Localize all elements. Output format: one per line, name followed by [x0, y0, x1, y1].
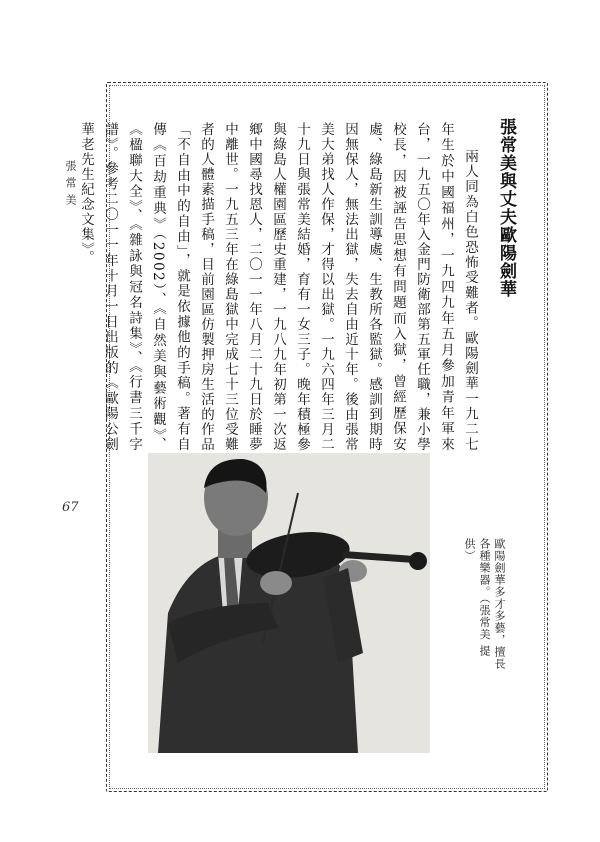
photo-caption: 歐陽劍華多才多藝，擅長各種樂器。（張常美 提供）: [463, 538, 506, 670]
page-number: 67: [62, 500, 79, 515]
article-body: [78, 122, 482, 452]
article-title: 張常美與丈夫歐陽劍華: [496, 118, 516, 298]
violinist-photo: [148, 453, 430, 753]
running-head-author: 張常美: [64, 160, 77, 211]
violinist-illustration: [148, 453, 430, 753]
article-paragraph: 兩人同為白色恐怖受難者。歐陽劍華一九二七年生於中國福州，一九四九年五月參加青年軍來台，一九五〇年入金門防衛部第五軍任職，兼小學校長，因被誣告思想有問題而入獄，曾經歷保安處、綠島新生訓導處、生教所各監獄。感訓到期時因無保人，無法出獄，失去自由近十年。後由張常美大弟找人作保，才得以出獄。一九六四年三月二十九日與張常美結婚，育有一女三子。晚年積極參與綠島人權園區歷史重建，一九八九年初第一次返鄉中國尋找恩人，二〇一一年八月二十九日於睡夢中離世。一九五三年在綠島獄中完成七十三位受難者的人體素描手稿，目前園區仿製押房生活的作品「不自由中的自由」，就是依據他的手稿。著有自傳《百劫重典》（2002）、《自然美與藝術觀》、《楹聯大全》、《雜詠與冠名詩集》、《行書三千字譜》。參考二〇一一年十月一日出版的《歐陽公劍華老先生紀念文集》。: [78, 122, 478, 452]
